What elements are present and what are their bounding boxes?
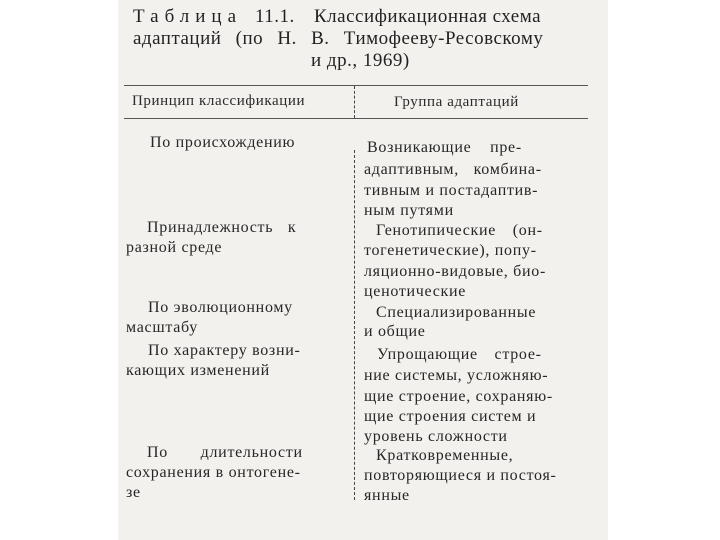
header-top-rule xyxy=(124,85,588,86)
row-2-group-line-2: тогенетические), попу- xyxy=(364,242,537,259)
row-4-group-line-1: Упрощающие строе- xyxy=(377,346,542,363)
row-1-group-line-3: тивным и постадаптив- xyxy=(364,182,539,199)
row-4-group-line-3: щие строение, сохраняю- xyxy=(364,388,553,405)
table-number: 11.1. xyxy=(255,6,295,27)
row-2-group-line-3: ляционно-видовые, био- xyxy=(364,263,547,280)
row-1-group-line-2: адаптивным, комбина- xyxy=(364,161,542,178)
row-3-principle-line-1: По эволюционному xyxy=(148,299,293,316)
header-column-divider xyxy=(354,86,356,118)
row-2-group-line-4: ценотические xyxy=(364,283,467,300)
row-5-principle-line-3: зе xyxy=(126,484,141,501)
caption-line-3: и др., 1969) xyxy=(311,50,410,71)
row-5-group-line-2: повторяющиеся и постоя- xyxy=(364,467,557,484)
row-5-group-line-3: янные xyxy=(364,487,410,504)
row-3-group-line-1: Специализированные xyxy=(376,304,537,321)
row-5-principle-line-1: По длительности xyxy=(147,444,303,461)
row-2-principle-line-1: Принадлежность к xyxy=(147,219,297,236)
row-4-principle-line-1: По характеру возни- xyxy=(148,342,301,359)
row-4-principle-line-2: кающих изменений xyxy=(126,362,270,379)
header-bottom-rule xyxy=(124,118,588,119)
row-3-principle-line-2: масштабу xyxy=(126,319,198,336)
row-4-group-line-4: щие строения систем и xyxy=(364,408,537,425)
row-1-principle-line-1: По происхождению xyxy=(150,134,296,151)
row-5-principle-line-2: сохранения в онтогене- xyxy=(126,464,301,481)
column-header-principle: Принцип классификации xyxy=(132,93,306,109)
row-5-group-line-1: Кратковременные, xyxy=(376,447,514,464)
row-1-group-line-1: Возникающие пре- xyxy=(367,139,522,156)
document-page xyxy=(118,0,608,540)
row-2-principle-line-2: разной среде xyxy=(126,239,223,256)
row-4-group-line-2: ние системы, усложняю- xyxy=(364,367,549,384)
column-header-group: Группа адаптаций xyxy=(394,94,519,110)
body-column-divider xyxy=(354,150,356,500)
table-label: Таблица xyxy=(133,6,243,27)
row-3-group-line-2: и общие xyxy=(364,323,426,340)
caption-line-2: адаптаций (по Н. В. Тимофееву-Ресовскому xyxy=(133,28,544,49)
row-2-group-line-1: Генотипические (он- xyxy=(376,222,543,239)
row-4-group-line-5: уровень сложности xyxy=(364,428,508,445)
caption-line-1: Классификационная схема xyxy=(314,6,542,27)
row-1-group-line-4: ным путями xyxy=(364,202,454,219)
